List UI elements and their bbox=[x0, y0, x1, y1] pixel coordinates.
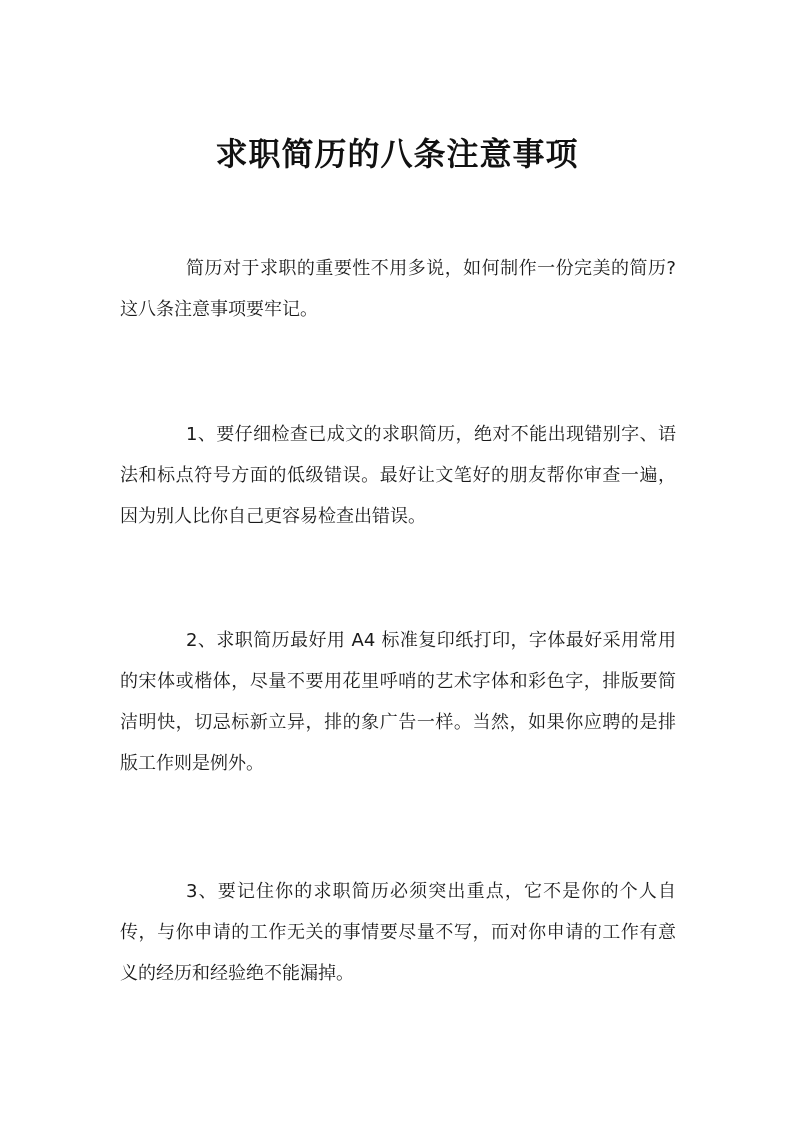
item-paragraph-1: 1、要仔细检查已成文的求职简历，绝对不能出现错别字、语法和标点符号方面的低级错误。最好让文笔好的朋友帮你审查一遍，因为别人比你自己更容易检查出错误。 bbox=[120, 424, 676, 527]
item-paragraph-2: 2、求职简历最好用 A4 标准复印纸打印，字体最好采用常用的宋体或楷体，尽量不要用花里呼哨的艺术字体和彩色字，排版要简洁明快，切忌标新立异，排的象广告一样。当然，如果你应聘的是排版工作则是例外。 bbox=[120, 630, 676, 774]
item-paragraph-3: 3、要记住你的求职简历必须突出重点，它不是你的个人自传，与你申请的工作无关的事情要尽量不写，而对你申请的工作有意义的经历和经验绝不能漏掉。 bbox=[120, 881, 676, 984]
intro-paragraph: 简历对于求职的重要性不用多说，如何制作一份完美的简历?这八条注意事项要牢记。 bbox=[120, 258, 676, 320]
document-title: 求职简历的八条注意事项 bbox=[215, 135, 579, 173]
